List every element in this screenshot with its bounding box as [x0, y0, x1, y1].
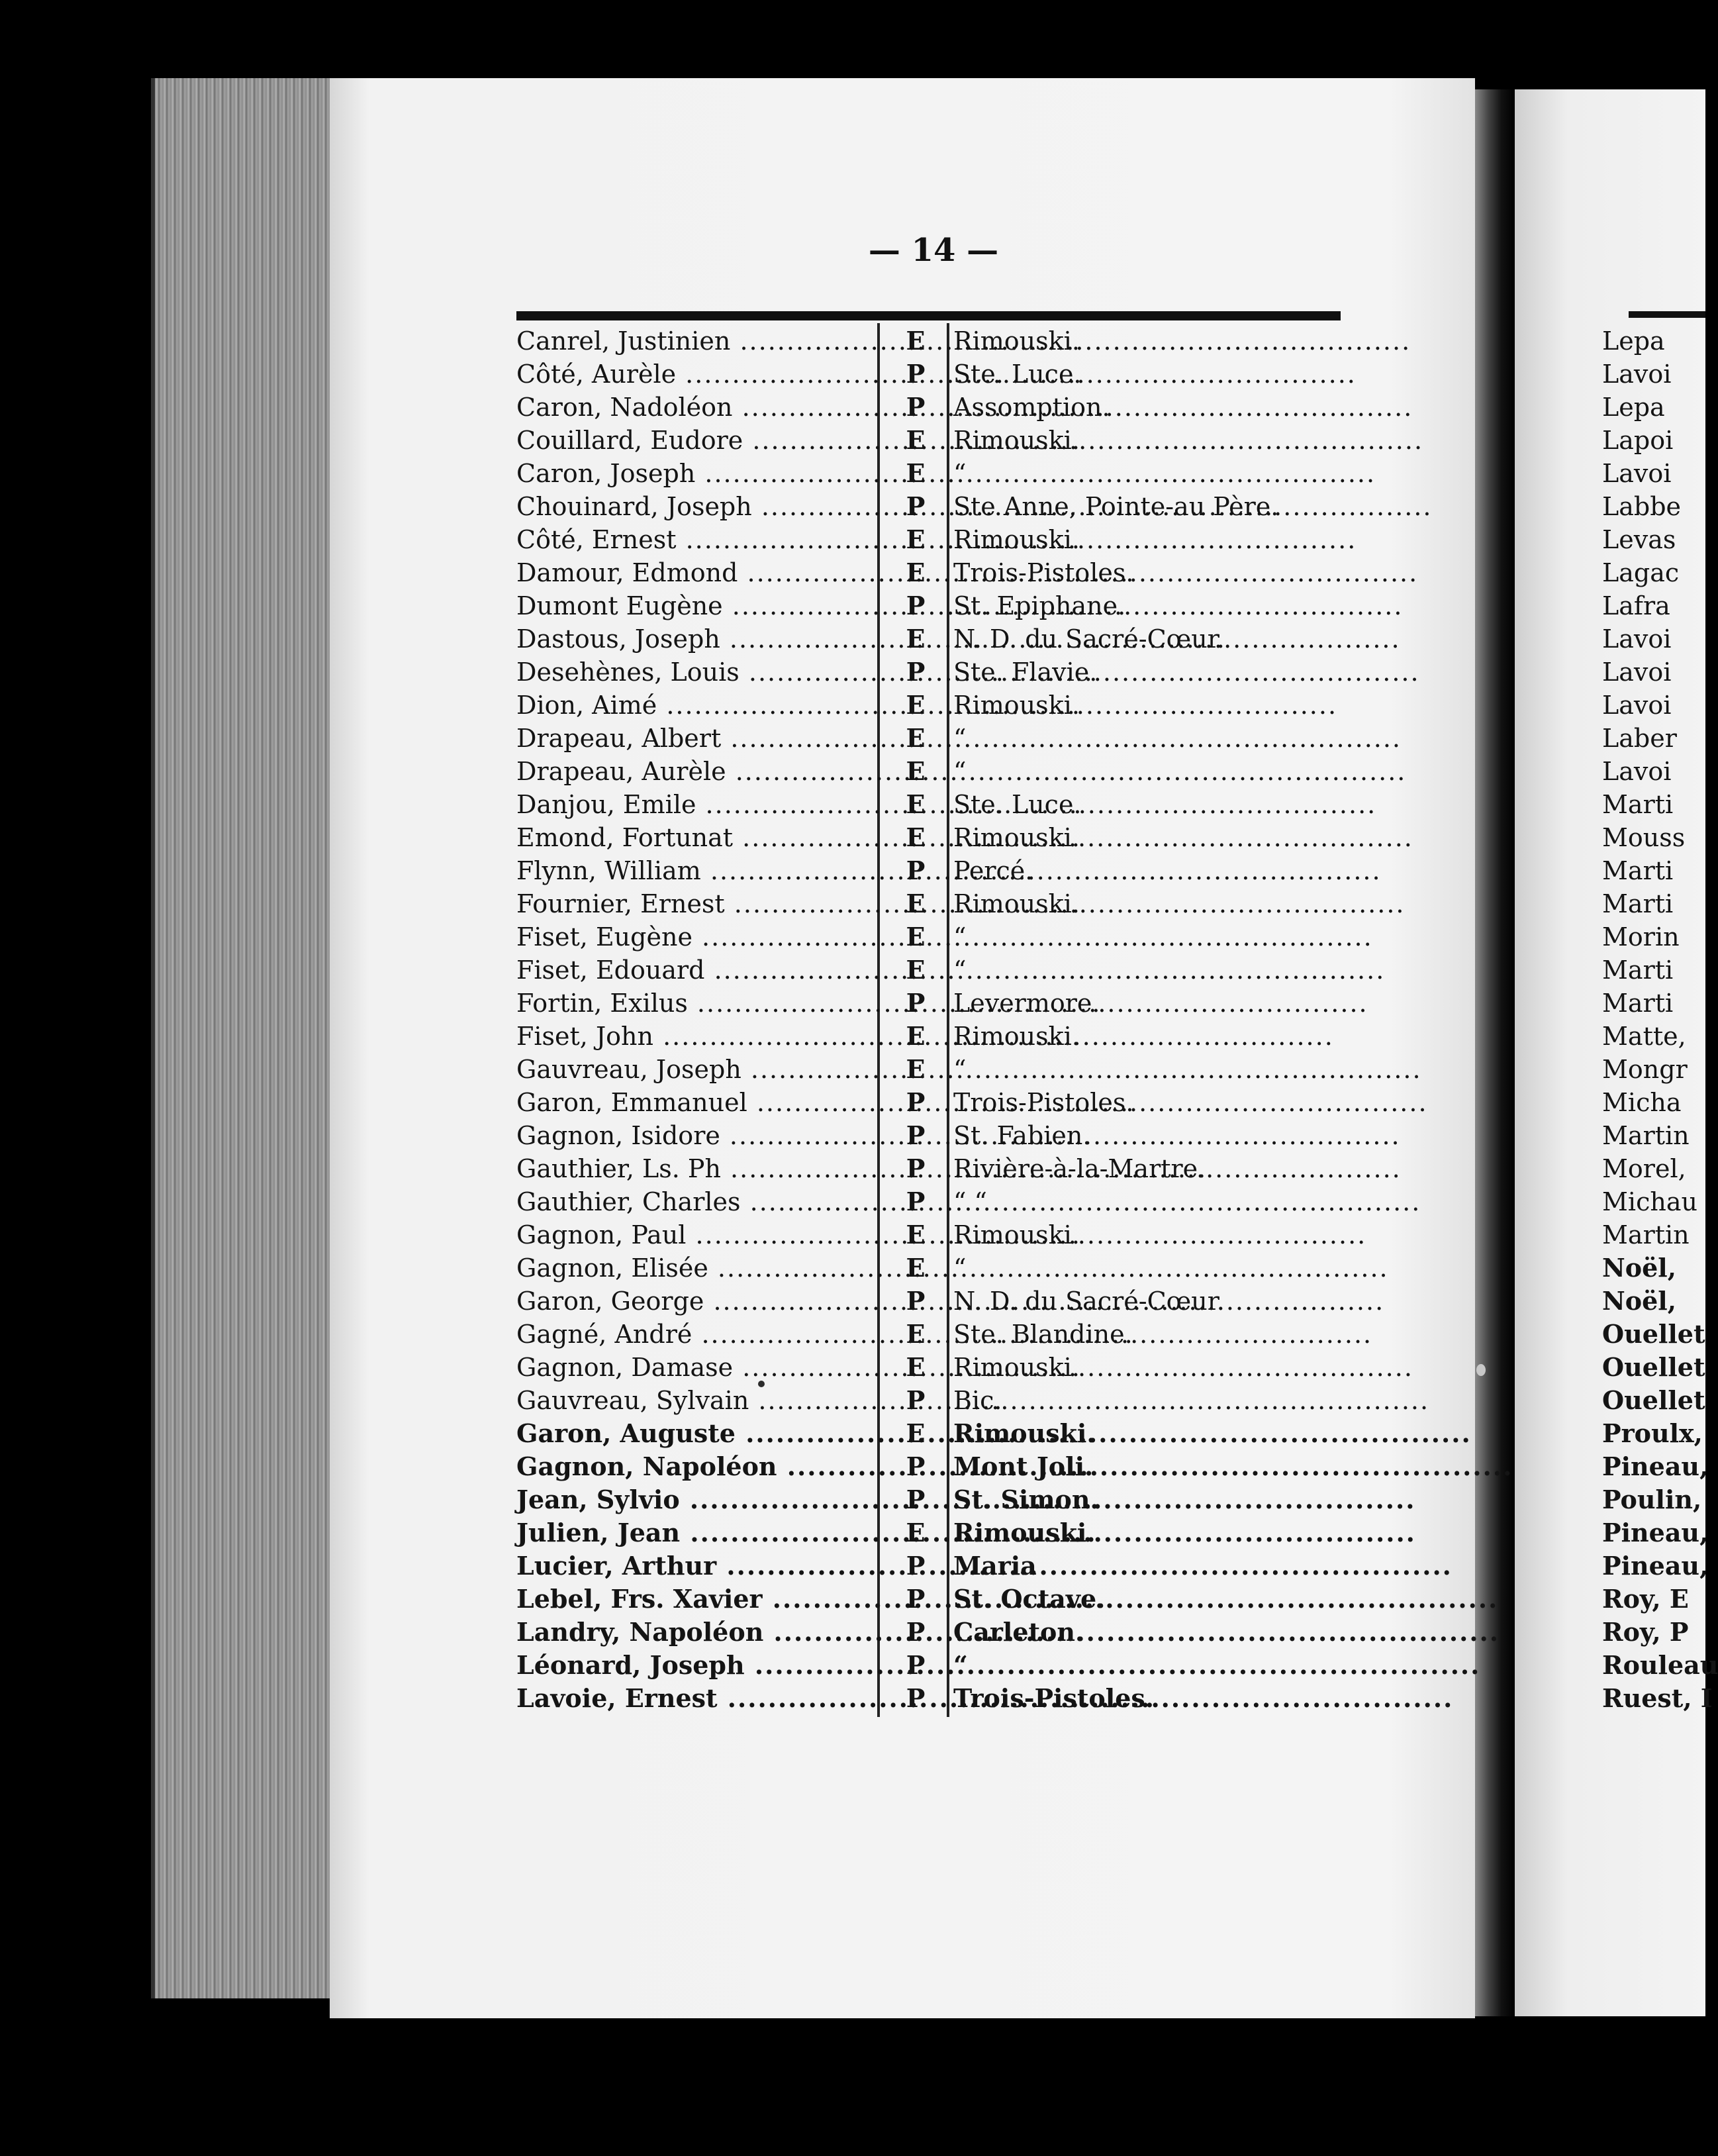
entry-code: E [906, 1021, 926, 1051]
entry-place: Rimouski. [953, 889, 1080, 918]
entry-row [516, 722, 1337, 755]
entry-name: Côté, Aurèle ..... [516, 358, 874, 391]
entry-code: E [906, 1220, 926, 1250]
scan-speck [758, 1381, 765, 1387]
entry-name: Caron, Joseph ..... [516, 457, 874, 490]
entry-name: Dion, Aimé ..... [516, 689, 874, 722]
entry-code: P [906, 1087, 926, 1117]
entry-name: Drapeau, Albert ..... [516, 722, 874, 755]
entry-name: Jean, Sylvio ..... [516, 1483, 874, 1516]
entry-place: Ste Anne, Pointe-au Père. [953, 492, 1279, 521]
entry-place: Rimouski. [953, 1353, 1080, 1382]
header-rule [516, 311, 1341, 320]
facing-page-fragment: Lapoi [1602, 426, 1674, 455]
entry-name: Gauvreau, Sylvain ..... [516, 1384, 874, 1417]
entry-row [516, 1285, 1337, 1318]
entry-row [516, 656, 1337, 689]
entry-row [516, 1516, 1337, 1549]
facing-page-fragment: Ouellet [1602, 1319, 1705, 1349]
entry-place: “ [953, 1055, 967, 1084]
entry-code: P [906, 657, 926, 687]
entry-row [516, 1318, 1337, 1351]
entry-row [516, 1218, 1337, 1251]
entry-row [516, 1086, 1337, 1119]
entry-row [516, 1450, 1337, 1483]
entry-name: Lucier, Arthur ..... [516, 1549, 874, 1583]
entry-row [516, 589, 1337, 622]
entry-place: “ [953, 724, 967, 753]
entry-place: Rimouski. [953, 326, 1080, 356]
entry-name: Caron, Nadoléon ..... [516, 391, 874, 424]
facing-page-fragment: Noël, [1602, 1253, 1676, 1283]
entry-row [516, 1185, 1337, 1218]
entry-name: Desehènes, Louis ..... [516, 656, 874, 689]
facing-page-fragment: Lepa [1602, 326, 1665, 356]
entry-place: Levermore. [953, 989, 1100, 1018]
entry-code: E [906, 624, 926, 654]
entry-code: E [906, 955, 926, 985]
entry-row [516, 424, 1337, 457]
entry-code: E [906, 326, 926, 356]
entry-code: E [906, 524, 926, 554]
entry-code: E [906, 723, 926, 753]
book-gutter [1475, 89, 1515, 2016]
entry-name: Damour, Edmond ..... [516, 556, 874, 589]
facing-page-fragment: Pineau, [1602, 1451, 1709, 1481]
entry-place: Rimouski. [953, 691, 1080, 720]
entry-place: St. Simon. [953, 1485, 1099, 1514]
facing-page-fragment: Martin [1602, 1121, 1690, 1150]
facing-page-fragment: Marti [1602, 790, 1674, 819]
entry-name: Lebel, Frs. Xavier ..... [516, 1583, 874, 1616]
entry-row [516, 1119, 1337, 1152]
entry-code: P [906, 1551, 926, 1581]
entry-place: St. Fabien. [953, 1121, 1091, 1150]
facing-page-fragment: Martin [1602, 1220, 1690, 1250]
entry-row [516, 854, 1337, 887]
entry-code: E [906, 1054, 926, 1084]
entry-code: P [906, 591, 926, 620]
entry-name: Gagnon, Isidore ..... [516, 1119, 874, 1152]
entry-row [516, 1483, 1337, 1516]
entry-name: Fiset, Eugène ..... [516, 920, 874, 954]
entry-place: Rimouski. [953, 823, 1080, 852]
entry-place: Rimouski. [953, 525, 1080, 554]
entry-place: Ste. Flavie. [953, 658, 1098, 687]
entry-place: Ste. Luce. [953, 790, 1082, 819]
facing-page-fragment: Lavoi [1602, 624, 1672, 654]
entry-name: Garon, Emmanuel ..... [516, 1086, 874, 1119]
entry-row [516, 1152, 1337, 1185]
entry-name: Gauthier, Charles ..... [516, 1185, 874, 1218]
entry-name: Gagné, André ..... [516, 1318, 874, 1351]
entry-place: Trois-Pistoles. [953, 1683, 1155, 1713]
scan-speck [1476, 1364, 1486, 1376]
entry-place: Assomption. [953, 393, 1110, 422]
entry-code: P [906, 1584, 926, 1614]
facing-page-fragment: Lepa [1602, 393, 1665, 422]
facing-page-fragment: Lavoi [1602, 658, 1672, 687]
facing-page-fragment: Proulx, [1602, 1418, 1703, 1448]
entry-row [516, 324, 1337, 358]
entry-code: E [906, 1518, 926, 1547]
entry-row [516, 358, 1337, 391]
entry-name: Gagnon, Paul ..... [516, 1218, 874, 1251]
entry-name: Gagnon, Damase ..... [516, 1351, 874, 1384]
entry-name: Fournier, Ernest ..... [516, 887, 874, 920]
entry-code: P [906, 1286, 926, 1316]
entry-place: N. D. du Sacré-Cœur. [953, 1287, 1225, 1316]
entry-place: Rimouski. [953, 1418, 1096, 1448]
entry-row [516, 689, 1337, 722]
entry-row [516, 755, 1337, 788]
facing-page-fragment: Roy, E [1602, 1584, 1689, 1614]
entry-code: P [906, 1187, 926, 1216]
entry-name: Gauthier, Ls. Ph ..... [516, 1152, 874, 1185]
entry-name: Léonard, Joseph ..... [516, 1649, 874, 1682]
entry-name: Emond, Fortunat ..... [516, 821, 874, 854]
entry-code: P [906, 1120, 926, 1150]
facing-page-fragment: Lavoi [1602, 360, 1672, 389]
entry-place: “ [953, 1253, 967, 1283]
entry-name: Fortin, Exilus ..... [516, 987, 874, 1020]
entry-code: E [906, 789, 926, 819]
facing-page-fragment: Mouss [1602, 823, 1686, 852]
entry-name: Dastous, Joseph ..... [516, 622, 874, 656]
entry-code: P [906, 856, 926, 885]
entry-place: “ “ [953, 1187, 987, 1216]
entry-code: E [906, 558, 926, 587]
entry-name: Gagnon, Napoléon ..... [516, 1450, 874, 1483]
facing-page-fragment: Ruest, I [1602, 1683, 1713, 1713]
entry-place: St. Octave. [953, 1584, 1106, 1614]
entry-row [516, 1682, 1337, 1715]
facing-page-fragment: Ouellet [1602, 1385, 1705, 1415]
entry-place: “ [953, 1650, 968, 1680]
facing-page-fragment: Ouellet [1602, 1352, 1705, 1382]
entry-code: P [906, 1650, 926, 1680]
facing-page-list [1602, 324, 1718, 1715]
entry-name: Canrel, Justinien ..... [516, 324, 874, 358]
entry-row [516, 920, 1337, 954]
entry-name: Julien, Jean ..... [516, 1516, 874, 1549]
entry-place: Maria [953, 1551, 1037, 1581]
entry-code: E [906, 1418, 926, 1448]
entry-name: Landry, Napoléon ..... [516, 1616, 874, 1649]
entry-name: Dumont Eugène ..... [516, 589, 874, 622]
entry-code: P [906, 1617, 926, 1647]
facing-page-fragment: Labbe [1602, 492, 1682, 521]
facing-page-fragment: Mongr [1602, 1055, 1688, 1084]
entry-place: Rivière-à-la-Martre. [953, 1154, 1206, 1183]
entry-name: Danjou, Emile ..... [516, 788, 874, 821]
entry-place: Ste. Blandine. [953, 1320, 1133, 1349]
entry-code: P [906, 1153, 926, 1183]
entry-code: E [906, 822, 926, 852]
facing-page-fragment: Roy, P [1602, 1617, 1689, 1647]
entry-row [516, 987, 1337, 1020]
entry-row [516, 1351, 1337, 1384]
entry-place: Rimouski. [953, 1220, 1080, 1250]
entry-place: Bic. [953, 1386, 1002, 1415]
entry-name: Garon, George ..... [516, 1285, 874, 1318]
entry-name: Flynn, William ..... [516, 854, 874, 887]
entries-list [516, 324, 1337, 1715]
facing-page-fragment: Pineau, [1602, 1551, 1709, 1581]
entry-name: Côté, Ernest ..... [516, 523, 874, 556]
facing-page-fragment: Morin [1602, 922, 1680, 952]
entry-place: Percé. [953, 856, 1033, 885]
facing-page-fragment: Rouleau [1602, 1650, 1718, 1680]
entry-row [516, 1251, 1337, 1285]
entry-code: P [906, 359, 926, 389]
entry-place: Trois-Pistoles. [953, 558, 1134, 587]
facing-page-fragment: Michau [1602, 1187, 1697, 1216]
facing-page-fragment: Matte, [1602, 1022, 1686, 1051]
facing-page-fragment: Marti [1602, 889, 1674, 918]
entry-row [516, 1549, 1337, 1583]
entry-code: E [906, 889, 926, 918]
entry-name: Couillard, Eudore ..... [516, 424, 874, 457]
facing-page-fragment: Lavoi [1602, 757, 1672, 786]
entry-code: E [906, 690, 926, 720]
entry-row [516, 1616, 1337, 1649]
entry-place: Rimouski. [953, 426, 1080, 455]
page-number: — 14 — [868, 232, 999, 269]
entry-row [516, 1020, 1337, 1053]
entry-place: “ [953, 459, 967, 488]
entry-row [516, 1417, 1337, 1450]
entry-row [516, 1649, 1337, 1682]
entry-code: E [906, 1352, 926, 1382]
facing-page-fragment: Micha [1602, 1088, 1682, 1117]
entry-code: E [906, 1253, 926, 1283]
entry-code: P [906, 491, 926, 521]
entry-code: P [906, 1485, 926, 1514]
entry-row [516, 1384, 1337, 1417]
entry-name: Fiset, Edouard ..... [516, 954, 874, 987]
entry-row [516, 887, 1337, 920]
entry-code: E [906, 458, 926, 488]
entry-place: Rimouski. [953, 1518, 1096, 1547]
entry-code: P [906, 1683, 926, 1713]
entry-name: Gagnon, Elisée ..... [516, 1251, 874, 1285]
entry-code: E [906, 1319, 926, 1349]
entry-name: Gauvreau, Joseph ..... [516, 1053, 874, 1086]
entry-row [516, 556, 1337, 589]
entry-place: N. D. du Sacré-Cœur. [953, 624, 1225, 654]
facing-page-rule [1629, 311, 1705, 318]
entry-code: E [906, 425, 926, 455]
entry-name: Garon, Auguste ..... [516, 1417, 874, 1450]
entry-name: Fiset, John ..... [516, 1020, 874, 1053]
facing-page-fragment: Marti [1602, 989, 1674, 1018]
entry-place: St. Epiphane. [953, 591, 1126, 620]
entry-row [516, 821, 1337, 854]
entry-name: Lavoie, Ernest ..... [516, 1682, 874, 1715]
entry-row [516, 523, 1337, 556]
entry-row [516, 954, 1337, 987]
facing-page-fragment: Levas [1602, 525, 1676, 554]
facing-page-fragment: Lavoi [1602, 459, 1672, 488]
entry-place: “ [953, 922, 967, 952]
entry-row [516, 622, 1337, 656]
entry-place: Rimouski. [953, 1022, 1080, 1051]
entry-code: P [906, 1451, 926, 1481]
entry-code: P [906, 392, 926, 422]
entry-row [516, 457, 1337, 490]
entry-code: E [906, 756, 926, 786]
entry-row [516, 1053, 1337, 1086]
entry-name: Drapeau, Aurèle ..... [516, 755, 874, 788]
entry-place: “ [953, 757, 967, 786]
entry-row [516, 788, 1337, 821]
facing-page-fragment: Poulin, [1602, 1485, 1702, 1514]
facing-page-fragment: Marti [1602, 956, 1674, 985]
facing-page-fragment: Lafra [1602, 591, 1670, 620]
facing-page-fragment: Marti [1602, 856, 1674, 885]
book-page-edges [151, 78, 334, 1998]
facing-page-fragment: Pineau, [1602, 1518, 1709, 1547]
entry-place: Carleton. [953, 1617, 1084, 1647]
entry-place: “ [953, 956, 967, 985]
entry-place: Mont Joli. [953, 1451, 1094, 1481]
facing-page-fragment: Lagac [1602, 558, 1680, 587]
entry-place: Ste. Luce. [953, 360, 1082, 389]
entry-code: P [906, 988, 926, 1018]
facing-page-fragment: Noël, [1602, 1286, 1676, 1316]
entry-place: Trois-Pistoles. [953, 1088, 1134, 1117]
entry-code: E [906, 922, 926, 952]
entry-row [516, 490, 1337, 523]
facing-page-fragment: Lavoi [1602, 691, 1672, 720]
entry-row [516, 391, 1337, 424]
entry-code: P [906, 1385, 926, 1415]
facing-page-fragment: Laber [1602, 724, 1677, 753]
entry-row [516, 1583, 1337, 1616]
entry-name: Chouinard, Joseph ..... [516, 490, 874, 523]
facing-page-fragment: Morel, [1602, 1154, 1686, 1183]
